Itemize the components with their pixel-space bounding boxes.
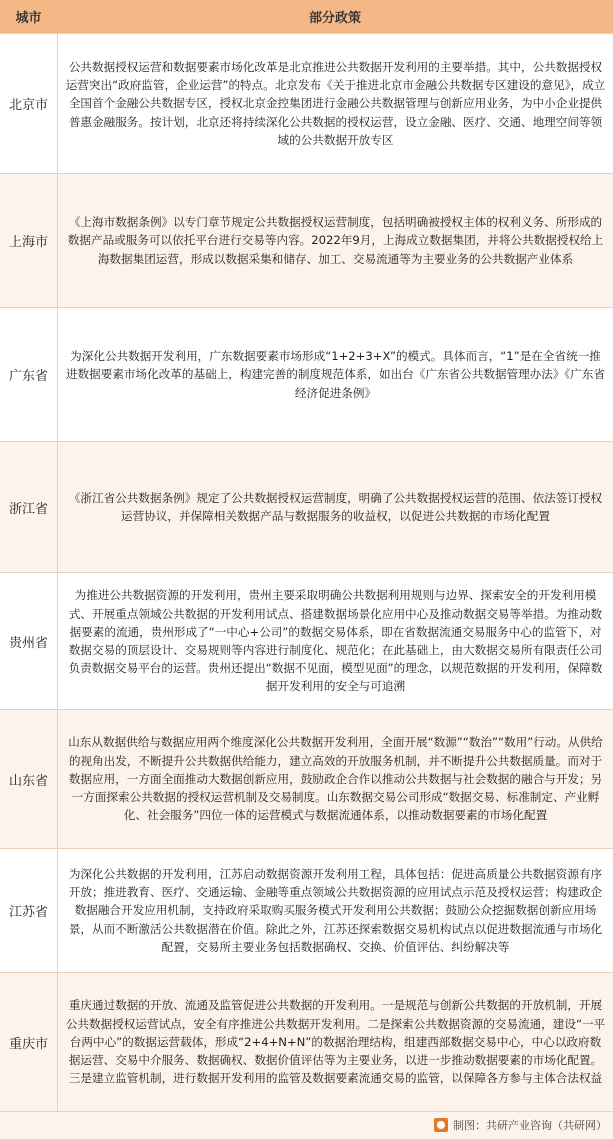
table-row — [0, 307, 613, 441]
row-policy: 重庆通过数据的开放、流通及监管促进公共数据的开发利用。一是规范与创新公共数据的开放机制，开展公共数据授权运营试点，安全有序推进公共数据开发利用。二是探索公共数据资源的交易流通，建设“一平台两中心”的数据运营载体，形成“2+4+N+N”的数据治理结构，组建西部数据交易中心，中心以政府数据运营、交易中介服务、数据确权、数据价值评估等为主要业务，以进一步推动数据要素的市场化配置。三是建立监管机制，进行数据开发利用的监管及数据要素流通交易的监管，以保障各方参与主体合法权益 — [65, 998, 606, 1086]
table-row — [0, 848, 613, 972]
row-city: 北京市 — [0, 34, 58, 173]
table-row — [0, 709, 613, 848]
table-header — [0, 0, 613, 33]
row-policy: 《浙江省公共数据条例》规定了公共数据授权运营制度，明确了公共数据授权运营的范围、依法签订授权运营协议，并保障相关数据产品与数据服务的收益权，以促进公共数据的市场化配置 — [68, 490, 603, 523]
header-city: 城市 — [15, 11, 42, 26]
row-policy: 山东从数据供给与数据应用两个维度深化公共数据开发利用，全面开展“数源”“数治”“数用”行动。从供给的视角出发，不断提升公共数据供给能力，建立高效的开放服务机制，并不断提升公共数据质量。而对于数据应用，一方面全面推动大数据创新应用，鼓励政企合作以推动公共数据与社会数据的融合与开发；另一方面探索公共数据的授权运营机制及交易制度。山东数据交易公司形成“数据交易、标准制定、产业孵化、社会服务”四位一体的运营模式与数据流通体系，以推动数据要素的市场化配置 — [68, 735, 603, 823]
row-policy: 为深化公共数据开发利用，广东数据要素市场形成“1+2+3+X”的模式。具体而言，“1”是在全省统一推进数据要素市场化改革的基础上，构建完善的制度规范体系，如出台《广东省公共数据管理办法》《广东省经济促进条例》 — [65, 349, 606, 400]
row-city: 山东省 — [0, 710, 58, 848]
table-row — [0, 972, 613, 1111]
row-city: 江苏省 — [0, 849, 58, 972]
row-policy: 为深化公共数据的开发利用，江苏启动数据资源开发利用工程，具体包括：促进高质量公共数据资源有序开放；推进教育、医疗、交通运输、金融等重点领域公共数据资源的应用试点示范及授权运营；构建政企数据融合开发应用机制，支持政府采取购买服务模式开发利用公共数据；鼓励公众挖掘数据创新应用场景，从而不断激活公共数据潜在价值。除此之外，江苏还探索数据交易机构试点以促进数据流通与市场化配置，交易所主要业务包括数据确权、交换、价值评估、纠纷解决等 — [68, 866, 603, 954]
header-policy: 部分政策 — [308, 11, 361, 26]
table-row — [0, 173, 613, 307]
row-policy: 公共数据授权运营和数据要素市场化改革是北京推进公共数据开发利用的主要举措。其中，公共数据授权运营突出“政府监管，企业运营”的特点。北京发布《关于推进北京市金融公共数据专区建设的意见》，成立全国首个金融公共数据专区，授权北京金控集团进行金融公共数据管理与创新应用业务，为中小企业提供普惠金融服务。按计划，北京还将持续深化公共数据的授权运营，设立金融、医疗、交通、地理空间等领域的公共数据开放专区 — [65, 59, 606, 147]
table-row — [0, 441, 613, 572]
logo-icon — [434, 1118, 448, 1132]
footer-bar — [0, 1111, 613, 1139]
row-city: 上海市 — [0, 174, 58, 307]
row-city: 浙江省 — [0, 442, 58, 572]
row-city: 广东省 — [0, 308, 58, 441]
row-policy: 为推进公共数据资源的开发利用，贵州主要采取明确公共数据利用规则与边界、探索安全的开发利用模式、开展重点领域公共数据的开发利用试点、搭建数据场景化应用中心及推动数据交易等举措。为推动数据要素的流通，贵州形成了“一中心+公司”的数据交易体系，即在省数据流通交易服务中心的监管下，对数据交易的顶层设计、交易规则等内容进行制度化、规范化；在此基础上，由大数据交易所有限责任公司负责数据交易平台的运营。贵州还提出“数据不见面，模型见面”的理念，以规范数据的开发利用，保障数据开发利用的安全与可追溯 — [68, 588, 603, 694]
credit-text: 制图：共研产业咨询（共研网） — [453, 1119, 607, 1132]
row-city: 贵州省 — [0, 573, 58, 709]
table-row — [0, 572, 613, 709]
source-credit — [434, 1117, 607, 1133]
row-city: 重庆市 — [0, 973, 58, 1111]
table-row — [0, 33, 613, 173]
row-policy: 《上海市数据条例》以专门章节规定公共数据授权运营制度，包括明确被授权主体的权利义务、所形成的数据产品或服务可以依托平台进行交易等内容。2022年9月，上海成立数据集团，并将公共数据授权给上海数据集团运营，形成以数据采集和储存、加工、交易流通等为主要业务的公共数据产业体系 — [67, 215, 604, 266]
